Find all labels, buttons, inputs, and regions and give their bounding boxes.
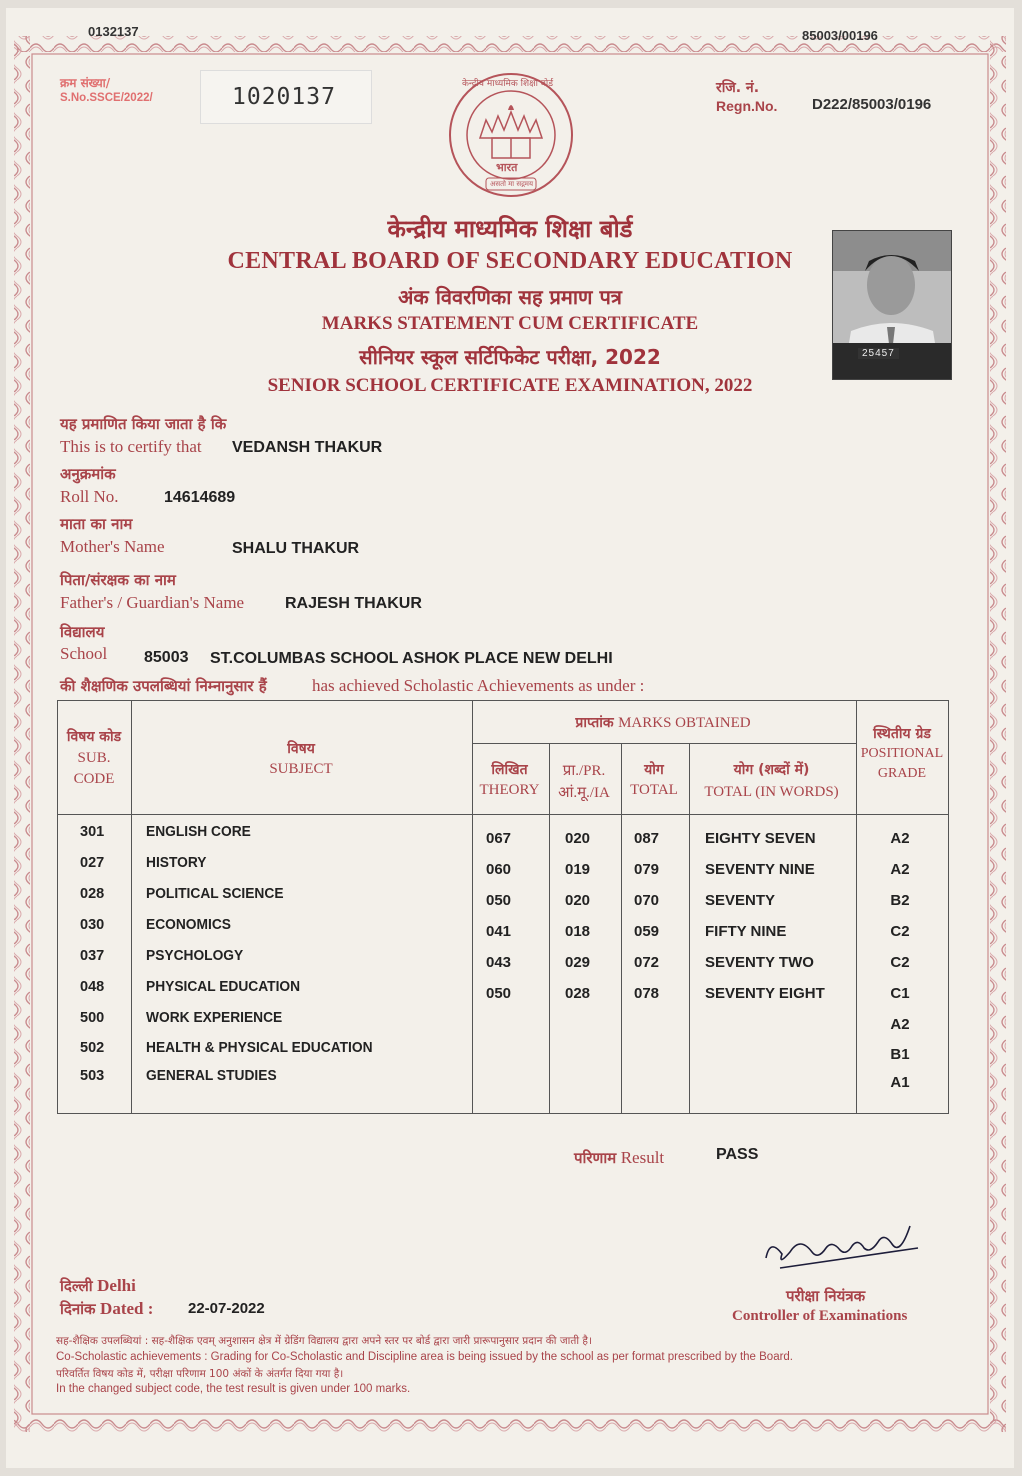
cell-total: 078	[634, 985, 660, 1002]
col-subject-hindi: विषय	[287, 741, 315, 757]
cell-grade: B2	[890, 892, 910, 909]
cell-code: 502	[80, 1040, 105, 1056]
regn-label-hindi: रजि. नं.	[716, 80, 760, 96]
school-code: 85003	[144, 649, 189, 666]
col-grade-1: POSITIONAL	[860, 746, 944, 761]
emblem-top-text: केन्द्रीय माध्यमिक शिक्षा बोर्ड	[462, 79, 554, 89]
cell-theory: 041	[486, 923, 512, 940]
dated: Dated :	[100, 1299, 154, 1318]
footnote-1-hindi: सह-शैक्षिक उपलब्धियां : सह-शैक्षिक एवम् अनुशासन क्षेत्र में ग्रेडिंग विद्यालय द्वारा अपने स्तर पर बोर्ड द्वारा जारी प्रारूपानुसार प्रदान की जाती है।	[56, 1335, 592, 1347]
exam-title-hindi: सीनियर स्कूल सर्टिफिकेट परीक्षा, 2022	[359, 345, 661, 369]
cell-grade: B1	[890, 1046, 910, 1063]
father-label: Father's / Guardian's Name	[60, 593, 245, 612]
cell-pr: 029	[565, 954, 591, 971]
photo-badge: 25457	[858, 348, 899, 359]
cell-code: 037	[80, 948, 105, 964]
cell-grade: A2	[890, 830, 910, 847]
col-grade-2: GRADE	[877, 766, 927, 781]
result-label: Result	[620, 1148, 665, 1167]
serial-number: 1020137	[232, 84, 336, 110]
emblem-bottom-text: भारत	[496, 161, 518, 174]
col-words: TOTAL (IN WORDS)	[704, 784, 839, 800]
board-title: CENTRAL BOARD OF SECONDARY EDUCATION	[227, 248, 793, 274]
cell-words: SEVENTY NINE	[705, 861, 815, 878]
achieved-label: has achieved Scholastic Achievements as under :	[312, 676, 645, 695]
mother-name: SHALU THAKUR	[232, 540, 360, 557]
col-pr-2: आं.मू./IA	[558, 785, 610, 801]
doc-title: MARKS STATEMENT CUM CERTIFICATE	[321, 313, 699, 334]
cell-total: 072	[634, 954, 660, 971]
col-total: TOTAL	[630, 782, 678, 798]
cell-words: EIGHTY SEVEN	[705, 830, 816, 847]
col-marks-group	[471, 713, 855, 732]
certify-label: This is to certify that	[60, 437, 202, 456]
cell-code: 503	[80, 1068, 105, 1084]
cell-words: SEVENTY EIGHT	[705, 985, 825, 1002]
cell-code: 500	[80, 1010, 105, 1026]
cell-theory: 067	[486, 830, 512, 847]
student-name: VEDANSH THAKUR	[232, 439, 383, 456]
cell-subject: ENGLISH CORE	[146, 824, 251, 840]
result-label-hindi: परिणाम	[574, 1149, 617, 1167]
school-label-hindi: विद्यालय	[60, 623, 105, 641]
cell-pr: 020	[565, 892, 591, 909]
serial-label-hindi: क्रम संख्या/	[60, 76, 111, 90]
footnote-2: In the changed subject code, the test result is given under 100 marks.	[56, 1383, 411, 1395]
cell-words: FIFTY NINE	[705, 923, 787, 940]
mother-label-hindi: माता का नाम	[60, 515, 133, 533]
cell-code: 030	[80, 917, 105, 933]
cell-pr: 020	[565, 830, 591, 847]
cell-total: 070	[634, 892, 660, 909]
cell-theory: 050	[486, 985, 512, 1002]
cell-theory: 043	[486, 954, 512, 971]
exam-title: SENIOR SCHOOL CERTIFICATE EXAMINATION, 2022	[267, 375, 753, 396]
cell-total: 079	[634, 861, 660, 878]
result-group	[574, 1148, 664, 1168]
controller-title-hindi: परीक्षा नियंत्रक	[786, 1287, 866, 1305]
cell-subject: HEALTH & PHYSICAL EDUCATION	[146, 1040, 373, 1056]
signature-text	[800, 1246, 804, 1247]
top-left-number: 0132137	[88, 24, 139, 39]
result-value: PASS	[716, 1146, 759, 1163]
father-label-hindi: पिता/संरक्षक का नाम	[60, 571, 176, 589]
cell-pr: 019	[565, 861, 591, 878]
regn-number: D222/85003/0196	[812, 96, 932, 113]
col-theory: THEORY	[479, 782, 540, 798]
col-subject: SUBJECT	[269, 761, 333, 777]
cell-grade: A2	[890, 861, 910, 878]
cell-pr: 018	[565, 923, 591, 940]
issue-date: 22-07-2022	[188, 1300, 265, 1317]
cell-subject: ECONOMICS	[146, 917, 231, 933]
mother-label: Mother's Name	[60, 537, 165, 556]
cell-subject: HISTORY	[146, 855, 207, 871]
cell-pr: 028	[565, 985, 591, 1002]
cell-subject: GENERAL STUDIES	[146, 1068, 277, 1084]
cell-subject: PHYSICAL EDUCATION	[146, 979, 301, 995]
certify-label-hindi: यह प्रमाणित किया जाता है कि	[60, 415, 227, 433]
signature-icon	[760, 1218, 930, 1278]
cell-code: 048	[80, 979, 105, 995]
cell-words: SEVENTY	[705, 892, 776, 909]
cell-subject: PSYCHOLOGY	[146, 948, 244, 964]
controller-title: Controller of Examinations	[732, 1308, 908, 1324]
dated-hindi: दिनांक	[60, 1300, 96, 1318]
cell-total: 087	[634, 830, 660, 847]
board-title-hindi: केन्द्रीय माध्यमिक शिक्षा बोर्ड	[387, 215, 633, 243]
cell-code: 028	[80, 886, 105, 902]
cell-theory: 050	[486, 892, 512, 909]
school-name: ST.COLUMBAS SCHOOL ASHOK PLACE NEW DELHI	[210, 650, 613, 667]
col-total-hindi: योग	[644, 762, 664, 778]
cell-words: SEVENTY TWO	[705, 954, 814, 971]
col-grade-hindi: स्थितीय ग्रेड	[873, 726, 931, 742]
col-code-hindi: विषय कोड	[66, 729, 122, 745]
col-code-1: SUB.	[77, 750, 111, 766]
col-theory-hindi: लिखित	[491, 762, 528, 778]
col-marks-hindi: प्राप्तांक	[575, 715, 614, 731]
achieved-label-hindi: की शैक्षणिक उपलब्धियां निम्नानुसार हैं	[60, 677, 267, 695]
cell-subject: POLITICAL SCIENCE	[146, 886, 284, 902]
col-words-hindi: योग (शब्दों में)	[733, 762, 810, 778]
school-label: School	[60, 644, 108, 663]
emblem-motto: असतो मा सद्गमय	[490, 180, 534, 188]
top-right-number: 85003/00196	[802, 28, 878, 43]
cell-theory: 060	[486, 861, 512, 878]
cell-total: 059	[634, 923, 660, 940]
col-pr-1: प्रा./PR.	[562, 763, 606, 779]
doc-title-hindi: अंक विवरणिका सह प्रमाण पत्र	[398, 285, 622, 309]
roll-number: 14614689	[164, 489, 236, 506]
roll-label-hindi: अनुक्रमांक	[60, 465, 116, 483]
col-code-2: CODE	[73, 771, 115, 787]
cell-grade: C2	[890, 923, 910, 940]
serial-label: S.No.SSCE/2022/	[60, 92, 153, 104]
father-name: RAJESH THAKUR	[285, 595, 422, 612]
regn-label: Regn.No.	[716, 98, 778, 114]
footnote-1: Co-Scholastic achievements : Grading for Co-Scholastic and Discipline area is being issued by the school as per format prescribed by the Board.	[56, 1351, 794, 1363]
dated-group	[60, 1299, 153, 1319]
cell-subject: WORK EXPERIENCE	[146, 1010, 283, 1026]
city-group	[60, 1276, 136, 1296]
roll-label: Roll No.	[60, 487, 119, 506]
footnote-2-hindi: परिवर्तित विषय कोड में, परीक्षा परिणाम 100 अंकों के अंतर्गत दिया गया है।	[56, 1368, 344, 1380]
cell-code: 027	[80, 855, 105, 871]
cell-grade: C1	[890, 985, 910, 1002]
cell-grade: A1	[890, 1074, 910, 1091]
col-marks: MARKS OBTAINED	[618, 715, 751, 731]
city-hindi: दिल्ली	[60, 1277, 93, 1295]
cell-code: 301	[80, 824, 105, 840]
cell-grade: C2	[890, 954, 910, 971]
cell-grade: A2	[890, 1016, 910, 1033]
city: Delhi	[97, 1276, 136, 1295]
